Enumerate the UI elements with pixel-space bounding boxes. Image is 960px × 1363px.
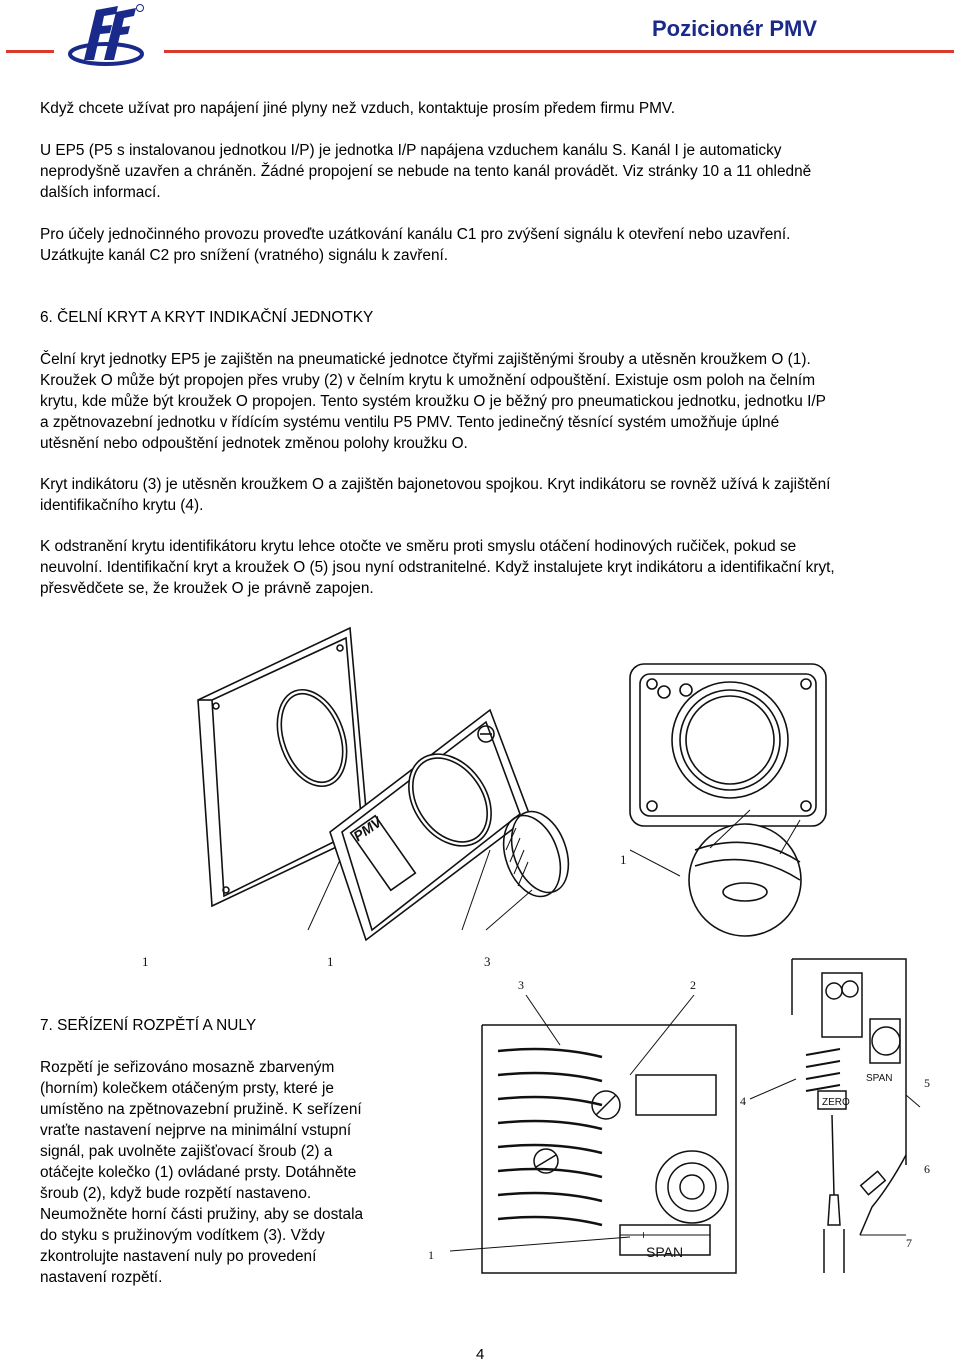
- brand-text: PMV: [350, 813, 385, 845]
- callout-label: 3: [518, 978, 524, 992]
- ff-logo-icon: [66, 2, 148, 66]
- section-6-paragraph-1: [40, 349, 930, 454]
- paragraph-ip-unit: [40, 140, 930, 203]
- heading-text: 7. SEŘÍZENÍ ROZPĚTÍ A NULY: [40, 1017, 257, 1034]
- span-zero-adjustment-drawing: [420, 955, 960, 1285]
- paragraph-gas-supply: [40, 98, 930, 119]
- o-ring-detail: [689, 810, 801, 936]
- text-line: dalších informací.: [40, 184, 161, 201]
- housing-inset: [792, 959, 906, 1165]
- text-line: zkontrolujte nastavení nuly po provedení: [40, 1248, 317, 1265]
- text-line: a zpětnovazební jednotku v řídícím systému ventilu P5 PMV. Tento jedinečný těsnící systém umožňuje úplné: [40, 414, 780, 431]
- text-line: přesvědčete se, že kroužek O je právně zapojen.: [40, 580, 374, 597]
- page-title: Pozicionér PMV: [652, 16, 818, 41]
- section-6-heading: [40, 307, 930, 328]
- section-7-paragraph: [40, 1057, 410, 1288]
- text-line: identifikačního krytu (4).: [40, 497, 204, 514]
- minus-sign: −: [660, 1228, 668, 1242]
- text-line: Pro účely jednočinného provozu proveďte uzátkování kanálu C1 pro zvýšení signálu k otevření nebo uzavření.: [40, 226, 791, 243]
- front-cover-exploded-drawing: [142, 600, 950, 980]
- callout-label: 1: [428, 1248, 434, 1262]
- heading-text: 6. ČELNÍ KRYT A KRYT INDIKAČNÍ JEDNOTKY: [40, 309, 374, 326]
- header-rule-right: [164, 50, 954, 53]
- callout-label: 1: [327, 954, 334, 969]
- text-line: umístěno na zpětnovazební pružině. K seřízení: [40, 1101, 362, 1118]
- text-line: neprodyšně uzavřen a chráněn. Žádné propojení se nebude na tento kanál provádět. Viz stránky 10 a 11 ohledně: [40, 163, 812, 180]
- callout-label: 5: [924, 1076, 930, 1090]
- paragraph-single-acting: [40, 224, 930, 266]
- housing-main: [482, 1025, 736, 1273]
- callout-label: 2: [690, 978, 696, 992]
- text-line: (horním) kolečkem otáčeným prsty, které je: [40, 1080, 334, 1097]
- callout-label: 3: [484, 954, 491, 969]
- unit-housing-right: [630, 664, 826, 826]
- text-line: vraťte nastavení nejprve na minimální vstupní: [40, 1122, 352, 1139]
- text-line: neuvolní. Identifikační kryt a kroužek O (5) jsou nyní odstranitelné. Když instalujete kryt indikátoru a identifikační kryt,: [40, 559, 835, 576]
- text-line: krytu, kde může být kroužek O propojen. Tento systém kroužku O je běžný pro pneumatickou jednotku, jednotku I/P: [40, 393, 826, 410]
- text-line: Když chcete užívat pro napájení jiné plyny než vzduch, kontaktuje prosím předem firmu PMV.: [40, 100, 676, 117]
- text-line: Kryt indikátoru (3) je utěsněn kroužkem O a zajištěn bajonetovou spojkou. Kryt indikátoru se rovněž užívá k zajištění: [40, 476, 831, 493]
- text-line: otáčejte kolečko (1) ovládané prsty. Dotáhněte: [40, 1164, 357, 1181]
- callout-label: 1: [620, 852, 627, 867]
- text-line: Rozpětí je seřizováno mosazně zbarveným: [40, 1059, 335, 1076]
- span-label-small: SPAN: [646, 1244, 684, 1260]
- text-line: nastavení rozpětí.: [40, 1269, 163, 1286]
- header-rule-left: [6, 50, 54, 53]
- text-line: signál, pak uvolněte zajišťovací šroub (2) a: [40, 1143, 333, 1160]
- text-line: šroub (2), když bude rozpětí nastaveno.: [40, 1185, 312, 1202]
- callout-label: 6: [924, 1162, 930, 1176]
- callout-label: 4: [740, 1094, 746, 1108]
- text-line: U EP5 (P5 s instalovanou jednotkou I/P) je jednotka I/P napájena vzduchem kanálu S. Kanál I je automaticky: [40, 142, 782, 159]
- text-line: Kroužek O může být propojen přes vruby (2) v čelním krytu k umožnění odpouštění. Existuje osm poloh na čelním: [40, 372, 816, 389]
- screwdriver: [824, 1115, 844, 1273]
- section-6-paragraph-3: [40, 536, 930, 599]
- text-line: Čelní kryt jednotky EP5 je zajištěn na pneumatické jednotce čtyřmi zajištěnými šrouby a utěsněn kroužkem O (1).: [40, 351, 811, 368]
- section-6-paragraph-2: [40, 474, 930, 516]
- zero-label: ZERO: [822, 1097, 850, 1108]
- text-line: do styku s pružinovým vodítkem (3). Vždy: [40, 1227, 325, 1244]
- flex-link: [860, 1155, 906, 1235]
- callout-label: 1: [142, 954, 149, 969]
- span-label: SPAN: [866, 1073, 893, 1084]
- text-line: utěsnění nebo odpouštění jednotek změnou polohy kroužku O.: [40, 435, 468, 452]
- plus-sign: +: [640, 1228, 648, 1242]
- text-line: Neumožněte horní části pružiny, aby se dostala: [40, 1206, 364, 1223]
- text-line: Uzátkujte kanál C2 pro snížení (vratného) signálu k zavření.: [40, 247, 449, 264]
- page-number: 4: [476, 1346, 485, 1363]
- text-line: K odstranění krytu identifikátoru krytu lehce otočte ve směru proti smyslu otáčení hodinových ručiček, pokud se: [40, 538, 797, 555]
- callout-label: 7: [906, 1236, 912, 1250]
